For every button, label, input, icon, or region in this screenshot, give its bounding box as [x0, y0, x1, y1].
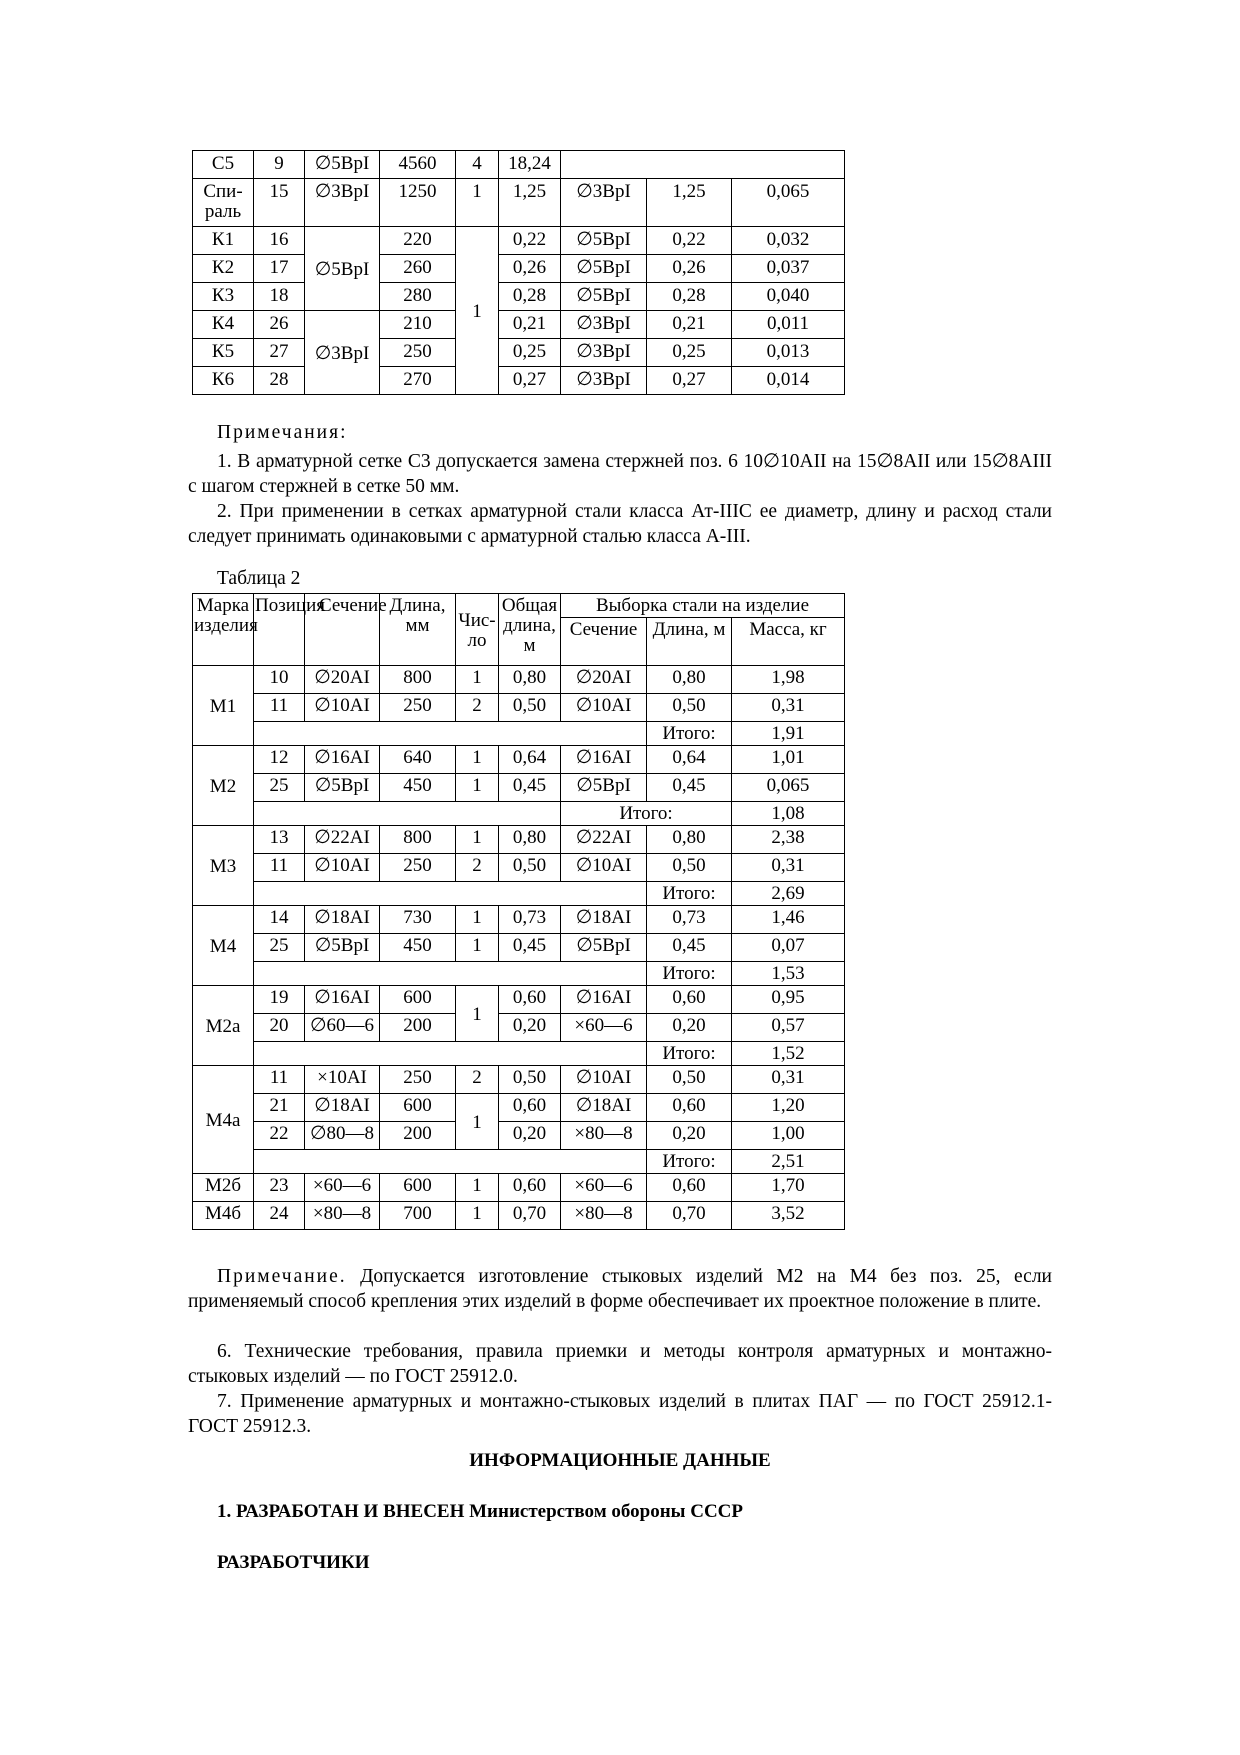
cell-sel-section: ∅18АI — [561, 1094, 647, 1122]
table-row — [193, 283, 845, 311]
header-selection: Выборка стали на изделие — [561, 594, 845, 618]
cell-total-length: 0,28 — [499, 283, 561, 311]
cell-sel-mass: 0,013 — [732, 339, 845, 367]
total-label: Итого: — [647, 1150, 732, 1174]
cell-mark: М1 — [193, 666, 254, 746]
cell-sel-section: ∅18АI — [561, 906, 647, 934]
cell-section: ∅3ВрI — [305, 179, 380, 227]
cell-section: ∅10АI — [305, 694, 380, 722]
cell-sel-mass: 0,011 — [732, 311, 845, 339]
cell-mark: К5 — [193, 339, 254, 367]
cell-sel-length: 0,50 — [647, 854, 732, 882]
cell-sel-length: 0,26 — [647, 255, 732, 283]
cell-sel-mass: 0,065 — [732, 774, 845, 802]
cell-section: ∅16АI — [305, 986, 380, 1014]
paragraph-7: 7. Применение арматурных и монтажно-стыковых изделий в плитах ПАГ — по ГОСТ 25912.1-ГОСТ 25912.3. — [188, 1391, 1052, 1437]
cell-length: 600 — [380, 986, 456, 1014]
total-mass: 2,69 — [732, 882, 845, 906]
cell-mark: К1 — [193, 227, 254, 255]
cell-total-length: 0,45 — [499, 774, 561, 802]
cell-position: 14 — [254, 906, 305, 934]
cell-section: ∅80—8 — [305, 1122, 380, 1150]
cell-section: ∅18АI — [305, 906, 380, 934]
cell-sel-mass: 0,31 — [732, 694, 845, 722]
total-label: Итого: — [647, 882, 732, 906]
total-row — [193, 962, 845, 986]
header-row — [193, 594, 845, 618]
cell-sel-mass: 0,31 — [732, 1066, 845, 1094]
cell-total-length: 0,80 — [499, 826, 561, 854]
cell-section: ∅5ВрI — [305, 934, 380, 962]
cell-total-length: 18,24 — [499, 151, 561, 179]
header-sel-length: Длина, м — [647, 618, 732, 666]
cell-position: 16 — [254, 227, 305, 255]
cell-position: 20 — [254, 1014, 305, 1042]
table-row — [193, 854, 845, 882]
total-mass: 2,51 — [732, 1150, 845, 1174]
cell-sel-mass: 1,20 — [732, 1094, 845, 1122]
cell-length: 730 — [380, 906, 456, 934]
header-length: Длина, мм — [380, 594, 456, 666]
cell-length: 280 — [380, 283, 456, 311]
cell-length: 220 — [380, 227, 456, 255]
cell-total-length: 0,70 — [499, 1202, 561, 1230]
total-label: Итого: — [561, 802, 732, 826]
cell-sel-section: ∅10АI — [561, 1066, 647, 1094]
cell-sel-length: 0,25 — [647, 339, 732, 367]
cell-position: 9 — [254, 151, 305, 179]
cell-count: 2 — [456, 854, 499, 882]
cell-sel-mass: 2,38 — [732, 826, 845, 854]
info-developers: РАЗРАБОТЧИКИ — [217, 1552, 370, 1573]
cell-total-length: 0,25 — [499, 339, 561, 367]
cell-sel-mass: 0,032 — [732, 227, 845, 255]
cell-empty — [254, 1042, 647, 1066]
info-heading: ИНФОРМАЦИОННЫЕ ДАННЫЕ — [469, 1450, 771, 1471]
total-label: Итого: — [647, 962, 732, 986]
header-count: Чис-ло — [456, 594, 499, 666]
header-sel-mass: Масса, кг — [732, 618, 845, 666]
cell-sel-section: ∅5ВрI — [561, 934, 647, 962]
cell-section: ∅20АI — [305, 666, 380, 694]
cell-count: 1 — [456, 986, 499, 1042]
cell-sel-length: 1,25 — [647, 179, 732, 227]
total-row — [193, 722, 845, 746]
cell-sel-length: 0,50 — [647, 1066, 732, 1094]
cell-mark: К4 — [193, 311, 254, 339]
cell-position: 11 — [254, 1066, 305, 1094]
table-row — [193, 746, 845, 774]
cell-length: 260 — [380, 255, 456, 283]
cell-position: 28 — [254, 367, 305, 395]
cell-position: 24 — [254, 1202, 305, 1230]
cell-length: 200 — [380, 1122, 456, 1150]
cell-length: 450 — [380, 774, 456, 802]
cell-total-length: 0,50 — [499, 854, 561, 882]
cell-sel-mass: 0,31 — [732, 854, 845, 882]
paragraph-6: 6. Технические требования, правила приемки и методы контроля арматурных и монтажно-стыковых изделий — по ГОСТ 25912.0. — [188, 1341, 1052, 1387]
cell-length: 450 — [380, 934, 456, 962]
table-row — [193, 934, 845, 962]
cell-position: 21 — [254, 1094, 305, 1122]
cell-count: 1 — [456, 826, 499, 854]
cell-total-length: 0,60 — [499, 1174, 561, 1202]
cell-mark: М2 — [193, 746, 254, 826]
cell-sel-section: ∅10АI — [561, 694, 647, 722]
cell-section: ∅18АI — [305, 1094, 380, 1122]
cell-mark: Спи-раль — [193, 179, 254, 227]
cell-position: 17 — [254, 255, 305, 283]
cell-length: 200 — [380, 1014, 456, 1042]
total-mass: 1,53 — [732, 962, 845, 986]
cell-sel-section: ∅3ВрI — [561, 179, 647, 227]
cell-total-length: 0,20 — [499, 1122, 561, 1150]
cell-section: ∅5ВрI — [305, 151, 380, 179]
header-section: Сечение — [305, 594, 380, 666]
header-mark: Марка изделия — [193, 594, 254, 666]
cell-count: 2 — [456, 1066, 499, 1094]
total-row — [193, 1150, 845, 1174]
cell-sel-section: ∅3ВрI — [561, 311, 647, 339]
cell-total-length: 0,50 — [499, 1066, 561, 1094]
cell-sel-length: 0,70 — [647, 1202, 732, 1230]
cell-sel-section: ∅5ВрI — [561, 283, 647, 311]
cell-mark: К6 — [193, 367, 254, 395]
cell-total-length: 0,60 — [499, 1094, 561, 1122]
cell-empty — [254, 962, 647, 986]
table-row — [193, 1066, 845, 1094]
cell-sel-length: 0,21 — [647, 311, 732, 339]
table-row — [193, 1202, 845, 1230]
cell-sel-section: ∅10АI — [561, 854, 647, 882]
cell-section: ∅5ВрI — [305, 774, 380, 802]
note-title: Примечание. — [217, 1266, 347, 1287]
cell-length: 4560 — [380, 151, 456, 179]
table-row — [193, 367, 845, 395]
table-row — [193, 1174, 845, 1202]
cell-sel-length: 0,20 — [647, 1014, 732, 1042]
cell-mark: М2а — [193, 986, 254, 1066]
cell-count: 1 — [456, 1094, 499, 1150]
total-label: Итого: — [647, 1042, 732, 1066]
cell-sel-section: ∅5ВрI — [561, 227, 647, 255]
cell-length: 250 — [380, 854, 456, 882]
cell-sel-mass: 0,040 — [732, 283, 845, 311]
cell-sel-length: 0,80 — [647, 666, 732, 694]
cell-position: 25 — [254, 934, 305, 962]
total-row — [193, 1042, 845, 1066]
cell-sel-mass: 1,98 — [732, 666, 845, 694]
cell-sel-length: 0,73 — [647, 906, 732, 934]
cell-position: 10 — [254, 666, 305, 694]
cell-sel-length: 0,45 — [647, 934, 732, 962]
total-mass: 1,52 — [732, 1042, 845, 1066]
cell-sel-length: 0,22 — [647, 227, 732, 255]
cell-length: 700 — [380, 1202, 456, 1230]
total-row — [193, 802, 845, 826]
cell-count: 4 — [456, 151, 499, 179]
cell-total-length: 0,60 — [499, 986, 561, 1014]
cell-count: 1 — [456, 774, 499, 802]
cell-sel-section: ×80—8 — [561, 1122, 647, 1150]
cell-sel-section: ∅20АI — [561, 666, 647, 694]
cell-total-length: 0,21 — [499, 311, 561, 339]
table-row — [193, 339, 845, 367]
cell-total-length: 0,73 — [499, 906, 561, 934]
table-row — [193, 255, 845, 283]
cell-count: 1 — [456, 227, 499, 395]
table-row — [193, 1122, 845, 1150]
cell-sel-section: ∅3ВрI — [561, 339, 647, 367]
cell-section: ∅10АI — [305, 854, 380, 882]
cell-total-length: 0,26 — [499, 255, 561, 283]
cell-total-length: 0,20 — [499, 1014, 561, 1042]
cell-sel-section: ∅5ВрI — [561, 255, 647, 283]
cell-sel-mass: 0,014 — [732, 367, 845, 395]
cell-count: 1 — [456, 1202, 499, 1230]
cell-sel-length: 0,64 — [647, 746, 732, 774]
info-item-1: 1. РАЗРАБОТАН И ВНЕСЕН Министерством обороны СССР — [217, 1501, 743, 1522]
cell-position: 26 — [254, 311, 305, 339]
cell-sel-section: ×80—8 — [561, 1202, 647, 1230]
cell-sel-section: ∅16АI — [561, 986, 647, 1014]
cell-sel-mass: 1,70 — [732, 1174, 845, 1202]
cell-sel-mass: 1,01 — [732, 746, 845, 774]
cell-sel-length: 0,50 — [647, 694, 732, 722]
cell-empty — [254, 802, 561, 826]
table-row — [193, 694, 845, 722]
cell-empty — [561, 151, 845, 179]
cell-position: 25 — [254, 774, 305, 802]
cell-position: 19 — [254, 986, 305, 1014]
header-position: Позиция — [254, 594, 305, 666]
cell-section: ×60—6 — [305, 1174, 380, 1202]
cell-position: 22 — [254, 1122, 305, 1150]
cell-position: 15 — [254, 179, 305, 227]
table-row — [193, 227, 845, 255]
cell-count: 1 — [456, 179, 499, 227]
cell-sel-section: ∅5ВрI — [561, 774, 647, 802]
cell-position: 18 — [254, 283, 305, 311]
cell-position: 23 — [254, 1174, 305, 1202]
table-row — [193, 906, 845, 934]
steel-table-continued — [192, 150, 845, 395]
cell-position: 13 — [254, 826, 305, 854]
cell-length: 600 — [380, 1174, 456, 1202]
table-row — [193, 1094, 845, 1122]
cell-length: 600 — [380, 1094, 456, 1122]
cell-length: 800 — [380, 666, 456, 694]
cell-length: 640 — [380, 746, 456, 774]
cell-position: 11 — [254, 854, 305, 882]
note-1: 1. В арматурной сетке С3 допускается замена стержней поз. 6 10∅10АII на 15∅8АII или 15∅8АIII с шагом стержней в сетке 50 мм. — [188, 451, 1052, 497]
total-mass: 1,91 — [732, 722, 845, 746]
cell-count: 1 — [456, 666, 499, 694]
cell-sel-length: 0,80 — [647, 826, 732, 854]
cell-total-length: 0,27 — [499, 367, 561, 395]
note-text: Допускается изготовление стыковых изделий М2 на М4 без поз. 25, если применяемый способ крепления этих изделий в форме обеспечивает их проектное положение в плите. — [188, 1266, 1052, 1312]
cell-sel-length: 0,45 — [647, 774, 732, 802]
cell-sel-length: 0,20 — [647, 1122, 732, 1150]
cell-section: ∅16АI — [305, 746, 380, 774]
total-mass: 1,08 — [732, 802, 845, 826]
cell-empty — [254, 882, 647, 906]
cell-sel-length: 0,60 — [647, 1174, 732, 1202]
cell-position: 11 — [254, 694, 305, 722]
cell-section: ∅22АI — [305, 826, 380, 854]
cell-sel-mass: 3,52 — [732, 1202, 845, 1230]
cell-total-length: 0,45 — [499, 934, 561, 962]
cell-sel-length: 0,28 — [647, 283, 732, 311]
cell-section: ∅5ВрI — [305, 227, 380, 311]
table-row — [193, 151, 845, 179]
cell-sel-mass: 1,00 — [732, 1122, 845, 1150]
cell-sel-mass: 1,46 — [732, 906, 845, 934]
cell-count: 1 — [456, 746, 499, 774]
cell-sel-section: ∅16АI — [561, 746, 647, 774]
cell-sel-mass: 0,065 — [732, 179, 845, 227]
table-row — [193, 1014, 845, 1042]
cell-mark: М3 — [193, 826, 254, 906]
cell-mark: М4б — [193, 1202, 254, 1230]
cell-section: ×10АI — [305, 1066, 380, 1094]
note-2: 2. При применении в сетках арматурной стали класса Ат-IIIС ее диаметр, длину и расход стали следует принимать одинаковыми с арматурной сталью класса А-III. — [188, 501, 1052, 547]
cell-empty — [254, 722, 647, 746]
cell-mark: С5 — [193, 151, 254, 179]
cell-total-length: 0,64 — [499, 746, 561, 774]
total-row — [193, 882, 845, 906]
note-block — [188, 1264, 1052, 1314]
notes-title: Примечания: — [217, 422, 348, 443]
cell-count: 1 — [456, 934, 499, 962]
cell-length: 250 — [380, 1066, 456, 1094]
cell-sel-mass: 0,07 — [732, 934, 845, 962]
cell-length: 250 — [380, 339, 456, 367]
cell-length: 270 — [380, 367, 456, 395]
cell-length: 250 — [380, 694, 456, 722]
cell-total-length: 0,80 — [499, 666, 561, 694]
cell-mark: М4а — [193, 1066, 254, 1174]
cell-length: 210 — [380, 311, 456, 339]
cell-total-length: 0,22 — [499, 227, 561, 255]
cell-total-length: 0,50 — [499, 694, 561, 722]
cell-section: ∅60—6 — [305, 1014, 380, 1042]
cell-sel-mass: 0,95 — [732, 986, 845, 1014]
cell-mark: К2 — [193, 255, 254, 283]
cell-sel-section: ∅22АI — [561, 826, 647, 854]
cell-mark: М2б — [193, 1174, 254, 1202]
cell-position: 27 — [254, 339, 305, 367]
table-row — [193, 986, 845, 1014]
cell-sel-section: ×60—6 — [561, 1014, 647, 1042]
header-total-length: Общая длина, м — [499, 594, 561, 666]
cell-sel-mass: 0,57 — [732, 1014, 845, 1042]
cell-length: 800 — [380, 826, 456, 854]
table-2-label: Таблица 2 — [217, 568, 301, 589]
cell-mark: К3 — [193, 283, 254, 311]
cell-count: 1 — [456, 906, 499, 934]
header-sel-section: Сечение — [561, 618, 647, 666]
cell-count: 2 — [456, 694, 499, 722]
cell-position: 12 — [254, 746, 305, 774]
cell-sel-section: ×60—6 — [561, 1174, 647, 1202]
cell-count: 1 — [456, 1174, 499, 1202]
product-steel-table — [192, 593, 845, 1230]
cell-section: ∅3ВрI — [305, 311, 380, 395]
table-row — [193, 774, 845, 802]
cell-sel-length: 0,27 — [647, 367, 732, 395]
cell-section: ×80—8 — [305, 1202, 380, 1230]
table-row — [193, 666, 845, 694]
cell-total-length: 1,25 — [499, 179, 561, 227]
cell-empty — [254, 1150, 647, 1174]
table-row — [193, 311, 845, 339]
cell-sel-section: ∅3ВрI — [561, 367, 647, 395]
cell-mark: М4 — [193, 906, 254, 986]
table-row — [193, 826, 845, 854]
cell-sel-length: 0,60 — [647, 986, 732, 1014]
cell-sel-mass: 0,037 — [732, 255, 845, 283]
table-row — [193, 179, 845, 227]
cell-length: 1250 — [380, 179, 456, 227]
cell-sel-length: 0,60 — [647, 1094, 732, 1122]
total-label: Итого: — [647, 722, 732, 746]
